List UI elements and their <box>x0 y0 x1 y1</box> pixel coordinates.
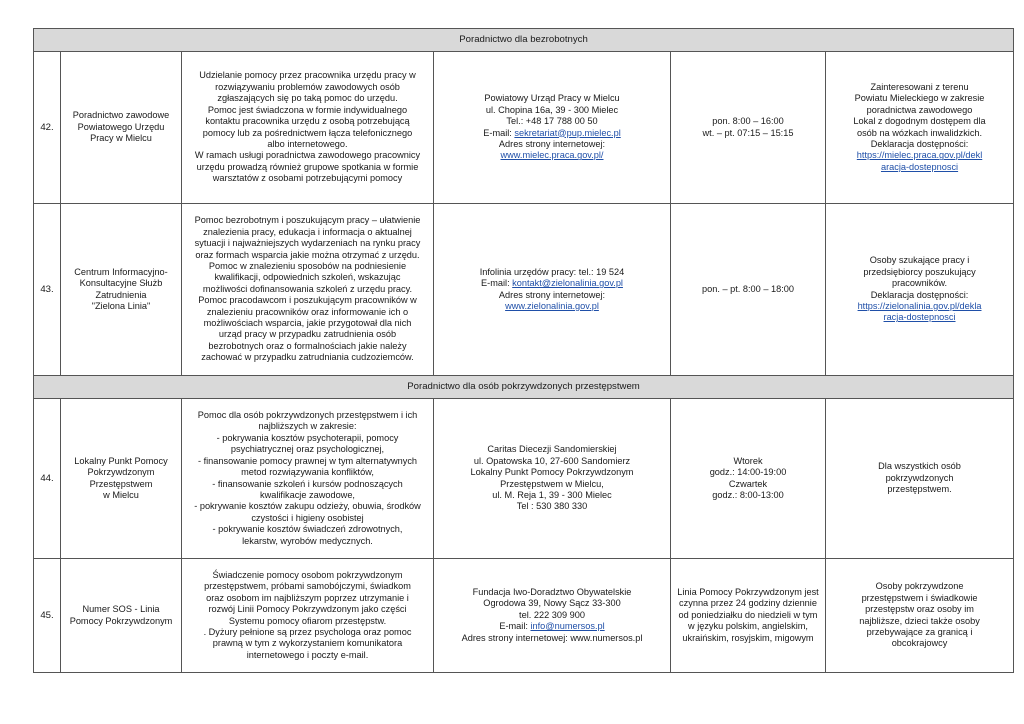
section-header-unemployed <box>34 29 1014 52</box>
row-number: 42. <box>34 52 61 204</box>
contact-details: Infolinia urzędów pracy: tel.: 19 524 E-mail: kontakt@zielonalinia.gov.pl Adres strony internetowej: www.zielonalinia.gov.pl <box>434 204 671 376</box>
services-table <box>33 28 1014 673</box>
institution-name: Lokalny Punkt Pomocy Pokrzywdzonym Przestępstwem w Mielcu <box>61 399 182 559</box>
website-link[interactable]: www.zielonalinia.gov.pl <box>505 300 599 311</box>
table-row <box>34 559 1014 673</box>
accessibility-link[interactable]: https://mielec.praca.gov.pl/dekl aracja-dostepnosci <box>856 150 983 172</box>
target-group: Zainteresowani z terenu Powiatu Mieleckiego w zakresie poradnictwa zawodowego Lokal z dogodnym dostępem dla osób na wózkach inwalidzkich. Deklaracja dostępności: https://mielec.praca.gov.pl/dekl aracja-dostepnosci <box>826 52 1014 204</box>
table-row <box>34 399 1014 559</box>
opening-hours: Wtorek godz.: 14:00-19:00 Czwartek godz.: 8:00-13:00 <box>671 399 826 559</box>
table-row <box>34 52 1014 204</box>
table-row <box>34 204 1014 376</box>
institution-name: Numer SOS - Linia Pomocy Pokrzywdzonym <box>61 559 182 673</box>
target-group: Dla wszystkich osób pokrzywdzonych przestępstwem. <box>826 399 1014 559</box>
institution-name: Poradnictwo zawodowe Powiatowego Urzędu Pracy w Mielcu <box>61 52 182 204</box>
email-link[interactable]: info@numersos.pl <box>530 621 605 632</box>
contact-details: Powiatowy Urząd Pracy w Mielcu ul. Chopina 16a, 39 - 300 Mielec Tel.: +48 17 788 00 50 E-mail: sekretariat@pup.mielec.pl Adres strony internetowej: www.mielec.praca.gov.pl/ <box>434 52 671 204</box>
email-link[interactable]: kontakt@zielonalinia.gov.pl <box>512 278 623 289</box>
document-page <box>33 28 1013 673</box>
institution-name: Centrum Informacyjno- Konsultacyjne Służb Zatrudnienia "Zielona Linia" <box>61 204 182 376</box>
website-link[interactable]: www.mielec.praca.gov.pl/ <box>500 150 604 161</box>
target-group: Osoby szukające pracy i przedsiębiorcy poszukujący pracowników. Deklaracja dostępności: https://zielonalinia.gov.pl/dekla racja-dostepnosci <box>826 204 1014 376</box>
email-link[interactable]: sekretariat@pup.mielec.pl <box>514 127 621 138</box>
accessibility-link[interactable]: https://zielonalinia.gov.pl/dekla racja-dostepnosci <box>857 300 982 323</box>
section-title: Poradnictwo dla osób pokrzywdzonych przestępstwem <box>34 376 1014 399</box>
row-number: 45. <box>34 559 61 673</box>
opening-hours: Linia Pomocy Pokrzywdzonym jest czynna przez 24 godziny dziennie od poniedziałku do niedzieli w tym w języku polskim, angielskim, ukraińskim, rosyjskim, migowym <box>671 559 826 673</box>
service-description: Udzielanie pomocy przez pracownika urzędu pracy w rozwiązywaniu problemów zawodowych osób zgłaszających się po taką pomoc do urzędu. Pomoc jest świadczona w formie indywidualnego kontaktu pracownika urzędu z osobą potrzebującą pomocy lub za pośrednictwem łącza telefonicznego albo internetowego. W ramach usługi poradnictwa zawodowego pracownicy urzędu prowadzą również grupowe spotkania w formie warsztatów z osobami potrzebującymi pomocy <box>182 52 434 204</box>
row-number: 44. <box>34 399 61 559</box>
contact-details: Fundacja Iwo-Doradztwo Obywatelskie Ogrodowa 39, Nowy Sącz 33-300 tel. 222 309 900 E-mail: info@numersos.pl Adres strony internetowej: www.numersos.pl <box>434 559 671 673</box>
target-group: Osoby pokrzywdzone przestępstwem i świadkowie przestępstw oraz osoby im najbliższe, dzieci także osoby przebywające za granicą i obcokrajowcy <box>826 559 1014 673</box>
contact-details: Caritas Diecezji Sandomierskiej ul. Opatowska 10, 27-600 Sandomierz Lokalny Punkt Pomocy Pokrzywdzonym Przestępstwem w Mielcu, ul. M. Reja 1, 39 - 300 Mielec Tel : 530 380 330 <box>434 399 671 559</box>
row-number: 43. <box>34 204 61 376</box>
service-description: Pomoc bezrobotnym i poszukującym pracy – ułatwienie znalezienia pracy, edukacja i informacja o aktualnej sytuacji i najważniejszych wydarzeniach na rynku pracy oraz formach wsparcia jakie można otrzymać z urzędu. Pomoc w znalezieniu sposobów na podniesienie kwalifikacji, odpowiednich szkoleń, wskazując możliwości dofinansowania szkoleń z urzędu pracy. Pomoc pracodawcom i poszukującym pracowników w znalezieniu pracowników oraz informowanie ich o możliwościach wsparcia, jakie przygotował dla nich urząd pracy w przypadku zatrudnienia osób bezrobotnych oraz o formalnościach jakie należy zachować w przypadku zatrudniania cudzoziemców. <box>182 204 434 376</box>
section-header-crime-victims <box>34 376 1014 399</box>
service-description: Pomoc dla osób pokrzywdzonych przestępstwem i ich najbliższych w zakresie: - pokrywania kosztów psychoterapii, pomocy psychiatrycznej oraz psychologicznej, - finansowanie pomocy prawnej w tym alternatywnych metod rozwiązywania konfliktów, - finansowanie szkoleń i kursów podnoszących kwalifikacje zawodowe, - pokrywanie kosztów zakupu odzieży, obuwia, środków czystości i higieny osobistej - pokrywanie kosztów świadczeń zdrowotnych, lekarstw, wyrobów medycznych. <box>182 399 434 559</box>
opening-hours: pon. 8:00 – 16:00 wt. – pt. 07:15 – 15:15 <box>671 52 826 204</box>
opening-hours: pon. – pt. 8:00 – 18:00 <box>671 204 826 376</box>
service-description: Świadczenie pomocy osobom pokrzywdzonym przestępstwem, próbami samobójczymi, świadkom oraz osobom im najbliższym poprzez utrzymanie i rozwój Linii Pomocy Pokrzywdzonym jako części Systemu pomocy ofiarom przestępstw. . Dyżury pełnione są przez psychologa oraz pomoc prawną w tym z wykorzystaniem komunikatora internetowego i poczty e-mail. <box>182 559 434 673</box>
section-title: Poradnictwo dla bezrobotnych <box>34 29 1014 52</box>
